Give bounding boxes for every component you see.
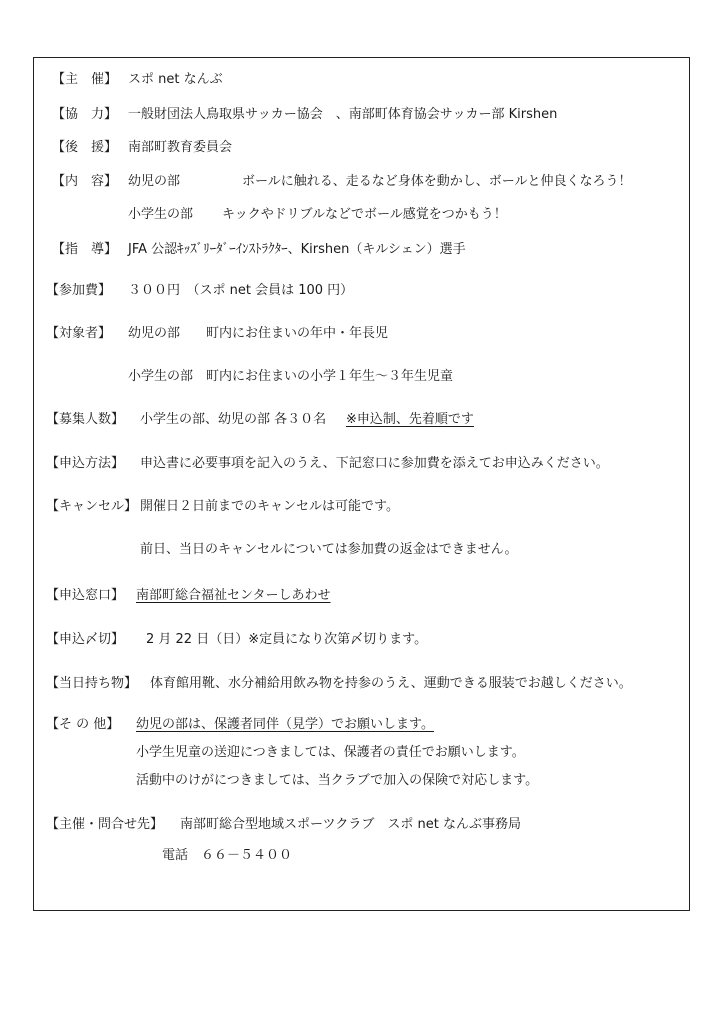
instructor-text: JFA 公認ｷｯｽﾞﾘｰﾀﾞｰｲﾝｽﾄﾗｸﾀｰ、Kirshen（キルシェン）選手	[128, 242, 466, 257]
deadline-label: 【申込〆切】	[46, 632, 125, 647]
target-youji-text: 町内にお住まいの年中・年長児	[206, 326, 389, 341]
contact-phone: 電話 ６６－５４００	[162, 848, 293, 863]
fee-label: 【参加費】	[46, 283, 112, 298]
target-shogaku-text: 町内にお住まいの小学１年生～３年生児童	[206, 369, 454, 384]
capacity-label: 【募集人数】	[46, 412, 125, 427]
belongings-label: 【当日持ち物】	[46, 676, 138, 691]
cancel-label: 【キャンセル】	[46, 499, 138, 514]
content-youji-text: ボールに触れる、走るなど身体を動かし、ボールと仲良くなろう！	[242, 174, 632, 189]
capacity-note: ※申込制、先着順です	[346, 412, 474, 427]
content-shogaku-category: 小学生の部	[128, 207, 194, 222]
contact-text: 南部町総合型地域スポーツクラブ スポ net なんぶ事務局	[180, 817, 521, 832]
content-label: 【内 容】	[52, 174, 118, 189]
other-line-2: 小学生児童の送迎につきましては、保護者の責任でお願いします。	[136, 745, 525, 760]
cooperation-label: 【協 力】	[52, 107, 118, 122]
content-youji-category: 幼児の部	[128, 174, 181, 189]
content-shogaku-text: キックやドリブルなどでボール感覚をつかもう！	[222, 207, 507, 222]
window-label: 【申込窓口】	[46, 588, 125, 603]
fee-text: ３００円 （スポ net 会員は 100 円）	[128, 283, 354, 298]
sponsor-label: 【後 援】	[52, 140, 118, 155]
method-text: 申込書に必要事項を記入のうえ、下記窓口に参加費を添えてお申込みください。	[140, 456, 609, 471]
other-label: 【そ の 他】	[46, 717, 120, 732]
contact-label: 【主催・問合せ先】	[46, 817, 164, 832]
cooperation-text: 一般財団法人鳥取県サッカー協会 、南部町体育協会サッカー部 Kirshen	[128, 107, 558, 122]
belongings-text: 体育館用靴、水分補給用飲み物を持参のうえ、運動できる服装でお越しください。	[150, 676, 632, 691]
deadline-text: 2 月 22 日（日）※定員になり次第〆切ります。	[146, 632, 428, 647]
capacity-text: 小学生の部、幼児の部 各３０名	[140, 412, 327, 427]
organizer-text: スポ net なんぶ	[128, 72, 223, 87]
sponsor-text: 南部町教育委員会	[128, 140, 233, 155]
cancel-text: 開催日２日前までのキャンセルは可能です。	[140, 499, 399, 514]
target-label: 【対象者】	[46, 326, 112, 341]
other-line-3: 活動中のけがにつきましては、当クラブで加入の保険で対応します。	[136, 773, 539, 788]
cancel-text-2: 前日、当日のキャンセルについては参加費の返金はできません。	[140, 542, 518, 557]
target-shogaku-category: 小学生の部	[128, 369, 194, 384]
target-youji-category: 幼児の部	[128, 326, 181, 341]
other-line-1: 幼児の部は、保護者同伴（見学）でお願いします。	[136, 717, 434, 732]
organizer-label: 【主 催】	[52, 72, 118, 87]
instructor-label: 【指 導】	[52, 242, 118, 257]
method-label: 【申込方法】	[46, 456, 125, 471]
window-text: 南部町総合福祉センターしあわせ	[136, 588, 331, 603]
